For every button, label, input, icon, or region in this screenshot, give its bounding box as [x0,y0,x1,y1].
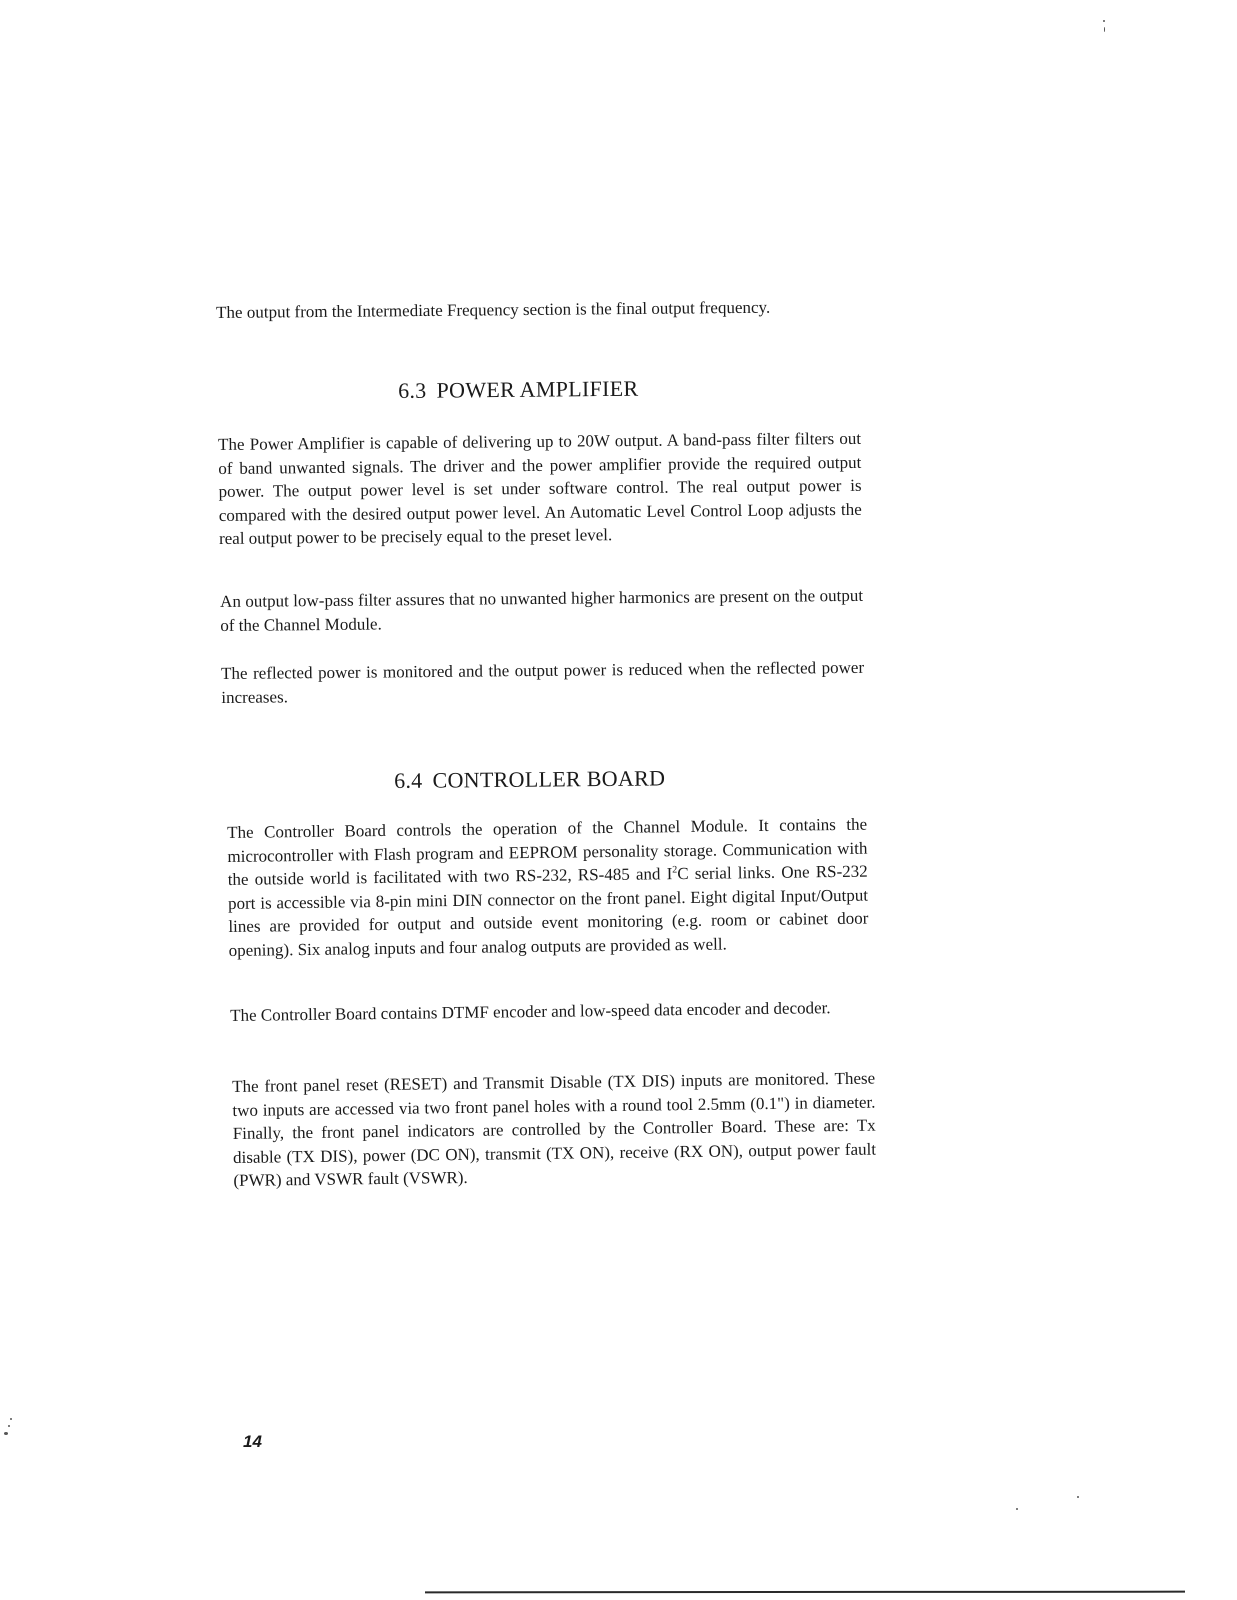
scan-speck [8,1425,10,1427]
superscript: 2 [672,864,678,876]
paragraph-text: The Controller Board controls the operation of the Channel Module. It contains the microcontroller with Flash program and EEPROM personality storage. Communication with the outside world is facilitated with two RS-232, RS-485 and I [227,814,868,889]
controller-board-paragraph-1 [227,813,869,962]
section-heading-controller-board [394,765,665,794]
section-heading-power-amplifier [398,376,639,404]
scan-speck [10,1418,12,1420]
section-title: POWER AMPLIFIER [436,375,639,403]
power-amplifier-paragraph-1: The Power Amplifier is capable of delivering up to 20W output. A band-pass filter filters out of band unwanted signals. The driver and the power amplifier provide the required output power. The output power level is set under software control. The real output power is compared with the desired output power level. An Automatic Level Control Loop adjusts the real output power to be precisely equal to the preset level. [218,428,862,548]
scan-speck [1077,1496,1079,1498]
scan-speck [1103,20,1105,22]
scan-speck [4,1432,8,1435]
power-amplifier-paragraph-3: The reflected power is monitored and the output power is reduced when the reflected power increases. [221,657,865,707]
section-number: 6.3 [398,377,427,403]
section-number: 6.4 [394,767,423,793]
power-amplifier-paragraph-2: An output low-pass filter assures that no unwanted higher harmonics are present on the output of the Channel Module. [220,585,864,635]
section-title: CONTROLLER BOARD [432,765,666,793]
scan-speck [1104,27,1105,32]
page-bottom-rule [425,1591,1185,1594]
controller-board-paragraph-3: The front panel reset (RESET) and Transmit Disable (TX DIS) inputs are monitored. These two inputs are accessed via two front panel holes with a round tool 2.5mm (0.1") in diameter. Finally, the front panel indicators are controlled by the Controller Board. These are: Tx disable (TX DIS), power (DC ON), transmit (TX ON), receive (RX ON), output power fault (PWR) and VSWR fault (VSWR). [232,1068,877,1190]
controller-board-paragraph-2: The Controller Board contains DTMF encoder and low-speed data encoder and decoder. [230,998,831,1025]
intro-paragraph: The output from the Intermediate Frequency section is the final output frequency. [216,297,771,322]
scan-speck [1016,1508,1018,1510]
paragraph-text-continued: C serial links. One RS-232 port is accessible via 8-pin mini DIN connector on the front panel. Eight digital Input/Output lines are provided for output and outside event monitoring (e.g. room or cabinet door opening). Six analog inputs and four analog outputs are provided as well. [227,861,869,960]
page-number: 14 [243,1432,262,1451]
